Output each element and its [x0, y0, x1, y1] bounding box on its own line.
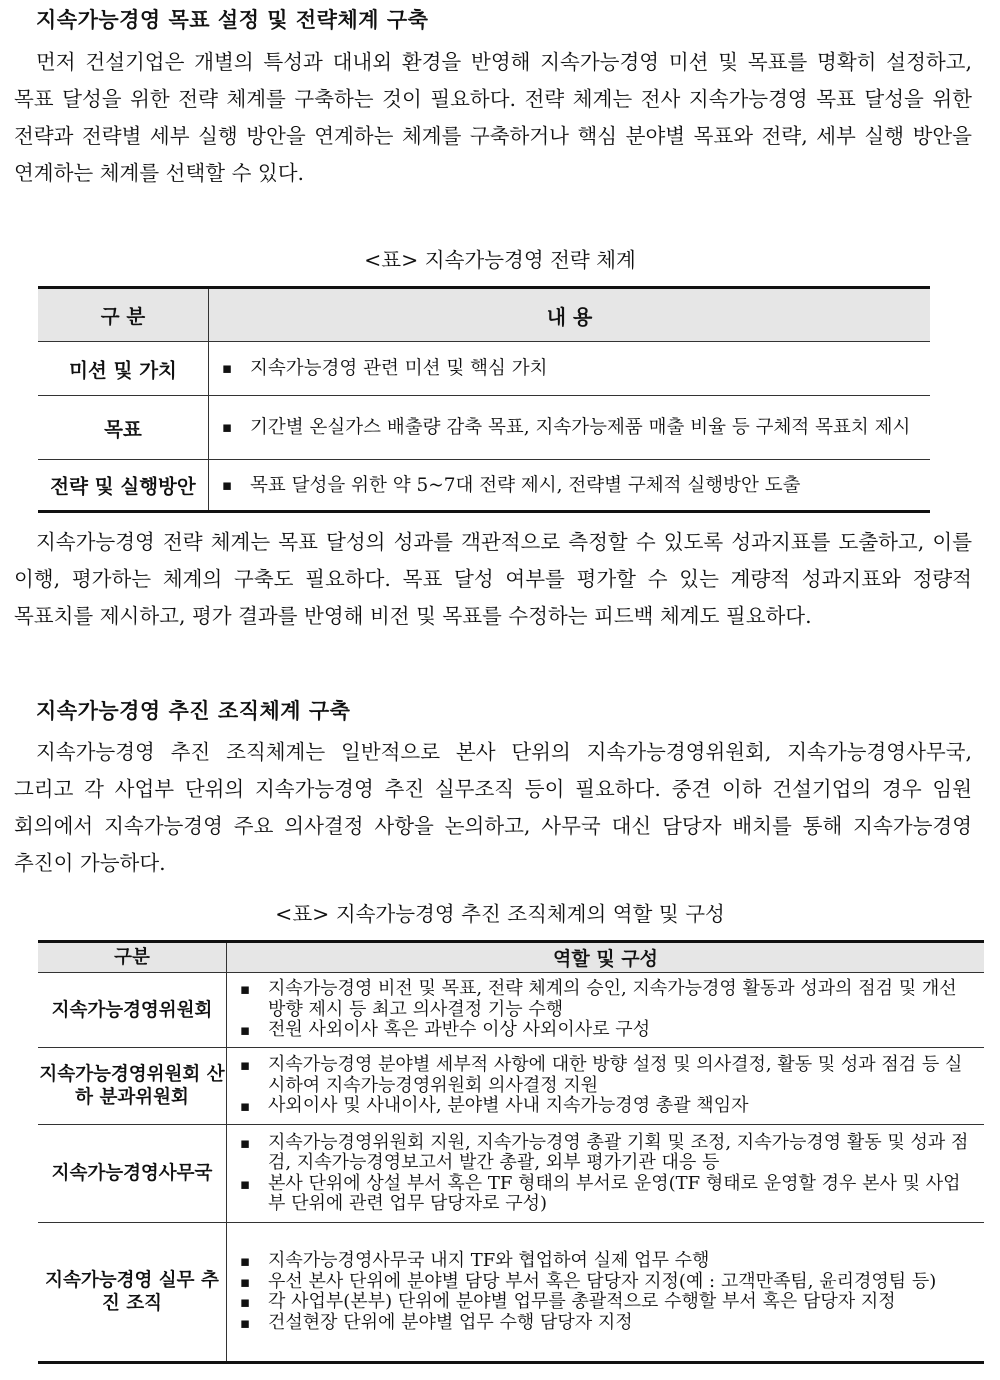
row-label: 미션 및 가치	[38, 342, 209, 396]
row-label: 목표	[38, 396, 209, 460]
bullet-icon: ▪	[239, 1133, 251, 1152]
table-row	[38, 460, 930, 512]
row-content	[227, 1125, 985, 1223]
list-item: ▪ 지속가능경영 관련 미션 및 핵심 가치	[221, 358, 548, 379]
bullet-icon: ▪	[239, 1174, 251, 1193]
column-header-category: 구분	[38, 942, 227, 973]
table-row	[38, 1125, 984, 1223]
column-header-category: 구 분	[38, 288, 209, 342]
bullet-icon: ▪	[239, 1021, 251, 1040]
table-row	[38, 1048, 984, 1125]
performance-paragraph: 지속가능경영 전략 체계는 목표 달성의 성과를 객관적으로 측정할 수 있도록 성과지표를 도출하고, 이를 이행, 평가하는 체계의 구축도 필요하다. 목표 달성 여부를 평가할 수 있는 계량적 성과지표와 정량적 목표치를 제시하고, 평가 결과를 반영해 비전 및 목표를 수정하는 피드백 체계도 필요하다.	[14, 530, 972, 628]
table-row	[38, 1223, 984, 1363]
list-item: ▪ 본사 단위에 상설 부서 혹은 TF 형태의 부서로 운영(TF 형태로 운영할 경우 본사 및 사업부 단위에 관련 업무 담당자로 구성)	[239, 1172, 961, 1214]
row-content	[227, 973, 985, 1048]
row-content	[209, 396, 931, 460]
bullet-icon: ▪	[239, 1293, 251, 1311]
table2-caption: <표> 지속가능경영 추진 조직체계의 역할 및 구성	[275, 902, 725, 926]
row-content	[209, 342, 931, 396]
list-item: ▪ 목표 달성을 위한 약 5~7대 전략 제시, 전략별 구체적 실행방안 도출	[221, 474, 801, 496]
bullet-icon: ▪	[221, 359, 233, 377]
row-label: 전략 및 실행방안	[38, 460, 209, 512]
list-item: ▪ 지속가능경영 비전 및 목표, 전략 체계의 승인, 지속가능경영 활동과 성과의 점검 및 개선 방향 제시 등 최고 의사결정 기능 수행	[239, 978, 957, 1020]
table-row	[38, 396, 930, 460]
organization-table	[38, 940, 984, 1364]
table-header-row	[38, 288, 930, 342]
bullet-icon: ▪	[239, 1252, 251, 1270]
table1-caption: <표> 지속가능경영 전략 체계	[364, 248, 636, 272]
list-item: ▪ 우선 본사 단위에 분야별 담당 부서 혹은 담당자 지정(예 : 고객만족팀, 윤리경영팀 등)	[239, 1270, 937, 1292]
table-row	[38, 973, 984, 1048]
section-heading-strategy: 지속가능경영 목표 설정 및 전략체계 구축	[36, 8, 429, 32]
row-content	[227, 1048, 985, 1125]
intro-paragraph: 먼저 건설기업은 개별의 특성과 대내외 환경을 반영해 지속가능경영 미션 및 목표를 명확히 설정하고, 목표 달성을 위한 전략 체계를 구축하는 것이 필요하다. 전략 체계는 전사 지속가능경영 목표 달성을 위한 전략과 전략별 세부 실행 방안을 연계하는 체계를 구축하거나 핵심 분야별 목표와 전략, 세부 실행 방안을 연계하는 체계를 선택할 수 있다.	[14, 50, 972, 185]
row-label: 지속가능경영사무국	[38, 1125, 227, 1223]
list-item: ▪ 사외이사 및 사내이사, 분야별 사내 지속가능경영 총괄 책임자	[239, 1095, 749, 1117]
list-item: ▪ 지속가능경영사무국 내지 TF와 협업하여 실제 업무 수행	[239, 1250, 710, 1271]
column-header-role: 역할 및 구성	[227, 942, 985, 973]
bullet-icon: ▪	[221, 475, 233, 494]
list-item: ▪ 지속가능경영위원회 지원, 지속가능경영 총괄 기획 및 조정, 지속가능경영 활동 및 성과 점검, 지속가능경영보고서 발간 총괄, 외부 평가기관 대응 등	[239, 1131, 969, 1173]
list-item: ▪ 기간별 온실가스 배출량 감축 목표, 지속가능제품 매출 비율 등 구체적 목표치 제시	[221, 417, 911, 438]
row-label: 지속가능경영위원회 산하 분과위원회	[38, 1048, 227, 1125]
table-row	[38, 342, 930, 396]
column-header-content: 내 용	[209, 288, 931, 342]
strategy-table	[38, 286, 930, 513]
row-label: 지속가능경영 실무 추진 조직	[38, 1223, 227, 1363]
list-item: ▪ 건설현장 단위에 분야별 업무 수행 담당자 지정	[239, 1311, 633, 1333]
list-item: ▪ 지속가능경영 분야별 세부적 사항에 대한 방향 설정 및 의사결정, 활동 및 성과 점검 등 실시하여 지속가능경영위원회 의사결정 지원	[239, 1054, 963, 1096]
row-content	[209, 460, 931, 512]
bullet-icon: ▪	[239, 1272, 251, 1291]
list-item: ▪ 전원 사외이사 혹은 과반수 이상 사외이사로 구성	[239, 1019, 651, 1041]
bullet-icon: ▪	[239, 980, 251, 999]
section-heading-organization: 지속가능경영 추진 조직체계 구축	[36, 699, 351, 723]
table-header-row	[38, 942, 984, 973]
organization-paragraph: 지속가능경영 추진 조직체계는 일반적으로 본사 단위의 지속가능경영위원회, 지속가능경영사무국, 그리고 각 사업부 단위의 지속가능경영 추진 실무조직 등이 필요하다. 중견 이하 건설기업의 경우 임원 회의에서 지속가능경영 주요 의사결정 사항을 논의하고, 사무국 대신 담당자 배치를 통해 지속가능경영 추진이 가능하다.	[14, 740, 972, 875]
row-content	[227, 1223, 985, 1363]
bullet-icon: ▪	[221, 418, 233, 436]
bullet-icon: ▪	[239, 1097, 251, 1116]
row-label: 지속가능경영위원회	[38, 973, 227, 1048]
list-item: ▪ 각 사업부(본부) 단위에 분야별 업무를 총괄적으로 수행할 부서 혹은 담당자 지정	[239, 1291, 896, 1312]
bullet-icon: ▪	[239, 1313, 251, 1332]
bullet-icon: ▪	[239, 1056, 251, 1075]
